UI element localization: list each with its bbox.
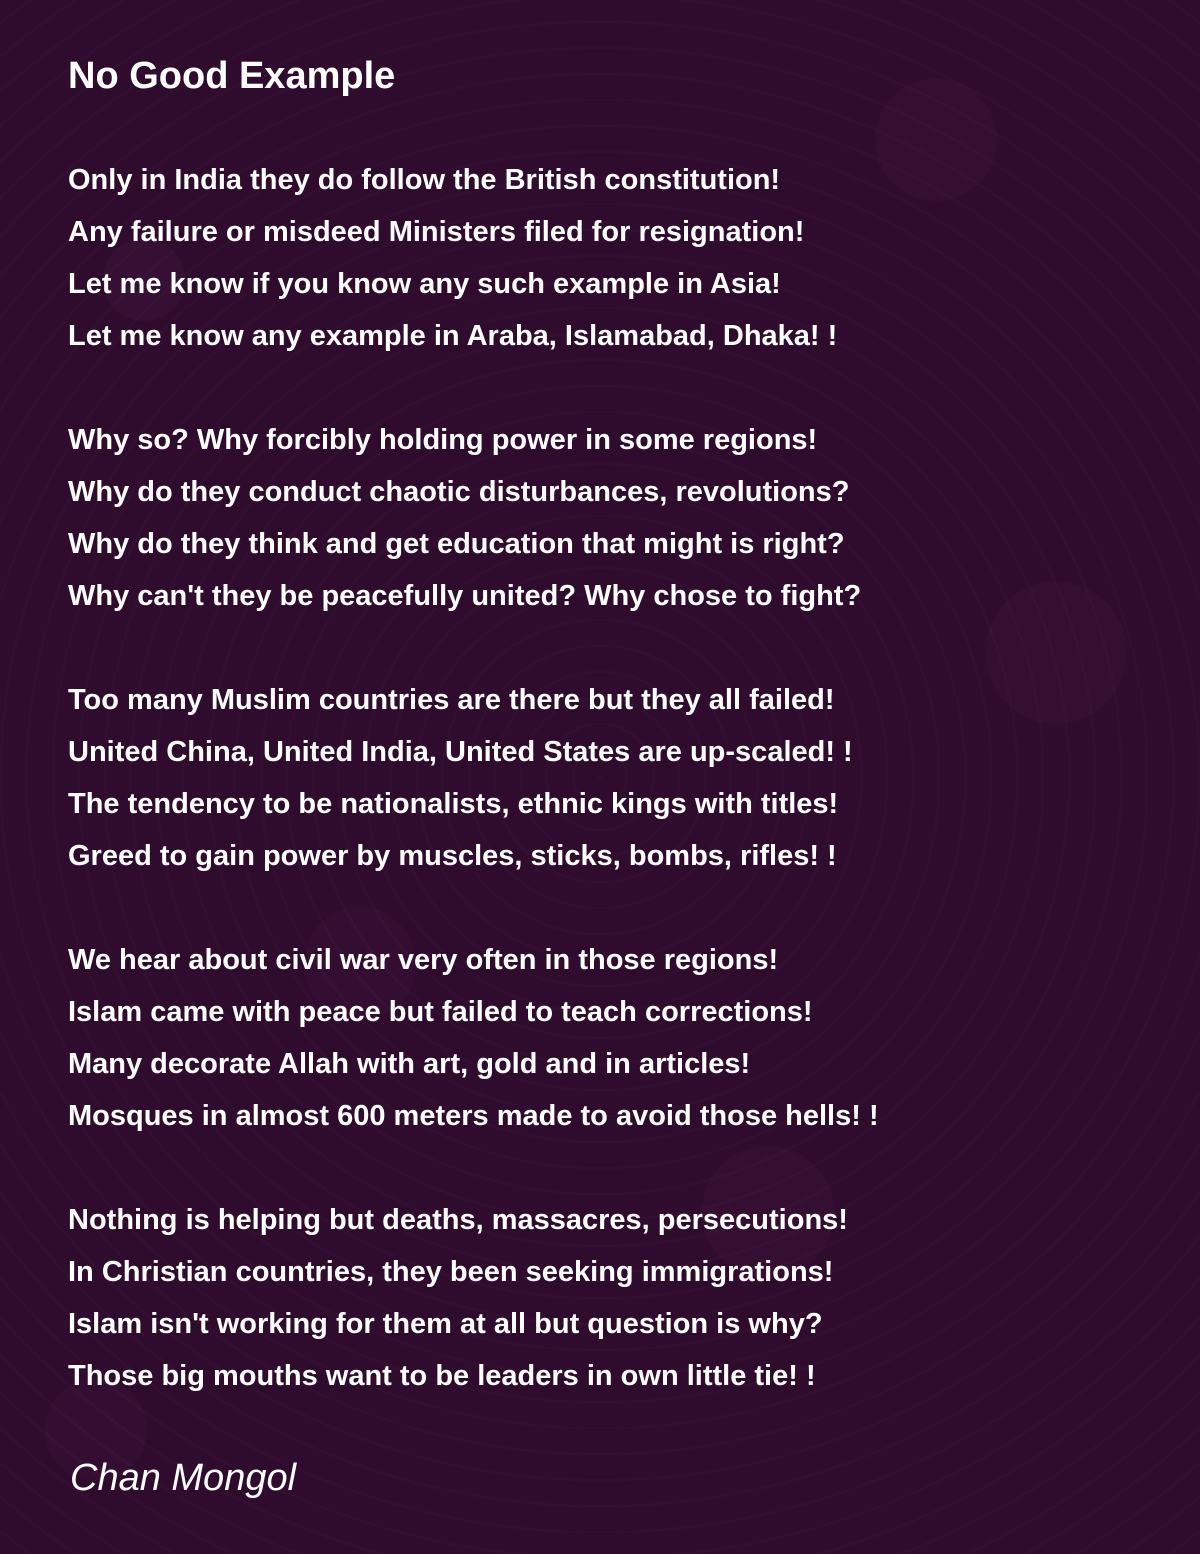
poem-line: Why do they conduct chaotic disturbances, revolutions? (68, 476, 850, 508)
poem-author: Chan Mongol (70, 1457, 297, 1499)
poem-line: We hear about civil war very often in those regions! (68, 944, 779, 976)
poem-line: Let me know if you know any such example in Asia! (68, 268, 781, 300)
stanza (68, 674, 1168, 882)
poem-line: Islam came with peace but failed to teach corrections! (68, 996, 813, 1028)
poem-line: In Christian countries, they been seeking immigrations! (68, 1256, 834, 1288)
poem-line: United China, United India, United States are up-scaled! ! (68, 736, 853, 768)
poem-body (68, 154, 1168, 1454)
poem-line: Those big mouths want to be leaders in own little tie! ! (68, 1360, 816, 1392)
poem-line: Why so? Why forcibly holding power in some regions! (68, 424, 818, 456)
poem-line: Nothing is helping but deaths, massacres, persecutions! (68, 1204, 848, 1236)
poem-line: The tendency to be nationalists, ethnic kings with titles! (68, 788, 839, 820)
poem-line: Why do they think and get education that might is right? (68, 528, 845, 560)
stanza (68, 934, 1168, 1142)
stanza (68, 154, 1168, 362)
poem-line: Why can't they be peacefully united? Why chose to fight? (68, 580, 862, 612)
poem-line: Only in India they do follow the British constitution! (68, 164, 781, 196)
poem-line: Islam isn't working for them at all but question is why? (68, 1308, 823, 1340)
poem-line: Any failure or misdeed Ministers filed for resignation! (68, 216, 805, 248)
poem-line: Mosques in almost 600 meters made to avoid those hells! ! (68, 1100, 879, 1132)
stanza (68, 1194, 1168, 1402)
poem-line: Greed to gain power by muscles, sticks, bombs, rifles! ! (68, 840, 837, 872)
poem-line: Let me know any example in Araba, Islamabad, Dhaka! ! (68, 320, 838, 352)
poem-title: No Good Example (68, 55, 396, 97)
poem-line: Many decorate Allah with art, gold and in articles! (68, 1048, 751, 1080)
poem-line: Too many Muslim countries are there but they all failed! (68, 684, 835, 716)
stanza (68, 414, 1168, 622)
